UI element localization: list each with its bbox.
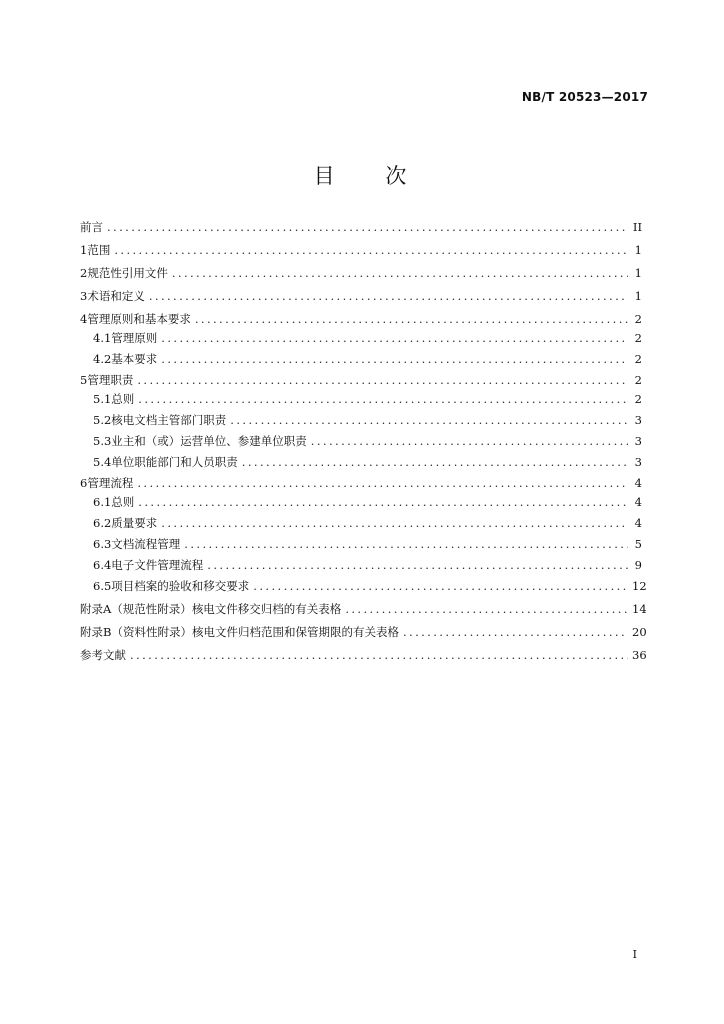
toc-entry[interactable]: [80, 477, 642, 490]
toc-entry-number: 6.2: [93, 516, 112, 530]
toc-entry[interactable]: [80, 517, 642, 530]
toc-entry-page: 1: [634, 243, 642, 257]
toc-entry-page: 3: [634, 413, 642, 427]
toc-entry-label: 电子文件管理流程: [111, 558, 204, 572]
toc-entry-number: 5.4: [93, 455, 112, 469]
toc-entry-page: 36: [632, 648, 647, 662]
toc-entry-page: 2: [634, 373, 642, 387]
toc-entry-page: 2: [634, 331, 642, 345]
standard-code: NB/T 20523—2017: [521, 90, 648, 104]
toc-entry[interactable]: [80, 602, 647, 616]
toc-entry[interactable]: [80, 625, 647, 639]
toc-entry-page: 1: [634, 266, 642, 280]
toc-leader-dots: [161, 353, 628, 366]
toc-leader-dots: [107, 221, 628, 234]
toc-entry-label: 参考文献: [80, 648, 126, 662]
toc-leader-dots: [195, 313, 628, 326]
toc-entry-page: 12: [632, 579, 647, 593]
toc-entry-label: 核电文件归档范围和保管期限的有关表格: [191, 625, 399, 639]
toc-entry-page: 2: [634, 352, 642, 366]
toc-entry-number: 附录B（资料性附录）: [80, 625, 192, 639]
toc-entry[interactable]: [80, 435, 642, 448]
toc-entry-page: 2: [634, 392, 642, 406]
toc-entry-number: 3: [80, 289, 88, 303]
toc-leader-dots: [345, 603, 628, 616]
toc-entry-label: 基本要求: [111, 352, 158, 366]
toc-leader-dots: [138, 496, 628, 509]
toc-entry-number: 1: [80, 243, 88, 257]
toc-entry-label: 管理职责: [87, 373, 134, 387]
toc-entry-page: 9: [634, 558, 642, 572]
toc-entry[interactable]: [80, 332, 642, 345]
page-title: 目 次: [313, 164, 429, 188]
toc-entry-page: 2: [634, 312, 642, 326]
toc-entry-page: 4: [634, 516, 642, 530]
toc-entry-page: 4: [634, 476, 642, 490]
toc-entry-number: 6: [80, 476, 88, 490]
toc-entry[interactable]: [80, 290, 642, 303]
toc-entry-label: 总则: [111, 495, 135, 509]
toc-entry-number: 2: [80, 266, 88, 280]
toc-entry-page: 20: [632, 625, 647, 639]
toc-entry-label: 管理流程: [87, 476, 134, 490]
toc-entry-number: 5: [80, 373, 88, 387]
toc-entry-number: 5.2: [93, 413, 112, 427]
toc-leader-dots: [230, 414, 628, 427]
toc-entry-page: II: [632, 220, 642, 234]
toc-entry[interactable]: [80, 353, 642, 366]
toc-entry[interactable]: [80, 538, 642, 551]
toc-leader-dots: [137, 477, 628, 490]
toc-leader-dots: [137, 374, 628, 387]
toc-leader-dots: [311, 435, 628, 448]
toc-entry-page: 14: [632, 602, 647, 616]
toc-leader-dots: [138, 393, 628, 406]
toc-entry[interactable]: [80, 414, 642, 427]
toc-entry-label: 管理原则: [111, 331, 158, 345]
toc-entry-page: 4: [634, 495, 642, 509]
toc-entry-label: 核电文件移交归档的有关表格: [191, 602, 342, 616]
toc-entry[interactable]: [80, 221, 642, 234]
toc-entry-label: 单位职能部门和人员职责: [111, 455, 238, 469]
toc-entry-number: 4.1: [93, 331, 112, 345]
toc-leader-dots: [114, 244, 628, 257]
toc-entry[interactable]: [80, 559, 642, 572]
toc-entry-number: 附录A（规范性附录）: [80, 602, 192, 616]
toc-leader-dots: [242, 456, 628, 469]
toc-entry-number: 6.3: [93, 537, 112, 551]
toc-entry-label: 术语和定义: [87, 289, 145, 303]
toc-entry-label: 核电文档主管部门职责: [111, 413, 227, 427]
toc-leader-dots: [207, 559, 628, 572]
toc-entry-page: 1: [634, 289, 642, 303]
toc-leader-dots: [184, 538, 628, 551]
toc-entry[interactable]: [80, 374, 642, 387]
toc-entry-label: 业主和（或）运营单位、参建单位职责: [111, 434, 307, 448]
toc-entry-label: 管理原则和基本要求: [87, 312, 191, 326]
toc-entry[interactable]: [80, 244, 642, 257]
toc-entry-label: 前言: [80, 220, 103, 234]
toc-leader-dots: [253, 580, 628, 593]
toc-leader-dots: [172, 267, 628, 280]
page-number: I: [632, 948, 637, 961]
toc-entry-page: 3: [634, 434, 642, 448]
toc-entry-label: 总则: [111, 392, 135, 406]
toc-entry-number: 4.2: [93, 352, 112, 366]
toc-entry-number: 6.4: [93, 558, 112, 572]
toc-entry-number: 5.1: [93, 392, 112, 406]
toc-entry[interactable]: [80, 648, 647, 662]
toc-entry-page: 5: [634, 537, 642, 551]
table-of-contents: [80, 220, 647, 662]
toc-entry[interactable]: [80, 393, 642, 406]
toc-entry[interactable]: [80, 496, 642, 509]
toc-entry-number: 6.5: [93, 579, 112, 593]
toc-entry-number: 4: [80, 312, 88, 326]
toc-leader-dots: [149, 290, 628, 303]
toc-entry-label: 规范性引用文件: [87, 266, 168, 280]
toc-entry-label: 质量要求: [111, 516, 158, 530]
toc-leader-dots: [403, 626, 628, 639]
toc-entry[interactable]: [80, 579, 647, 593]
toc-leader-dots: [161, 517, 628, 530]
toc-leader-dots: [130, 649, 628, 662]
toc-entry[interactable]: [80, 267, 642, 280]
toc-entry-number: 5.3: [93, 434, 112, 448]
toc-entry-label: 项目档案的验收和移交要求: [111, 579, 250, 593]
toc-entry[interactable]: [80, 313, 642, 326]
toc-entry-label: 文档流程管理: [111, 537, 181, 551]
toc-entry[interactable]: [80, 456, 642, 469]
toc-entry-page: 3: [634, 455, 642, 469]
toc-entry-number: 6.1: [93, 495, 112, 509]
toc-leader-dots: [161, 332, 628, 345]
toc-entry-label: 范围: [87, 243, 111, 257]
